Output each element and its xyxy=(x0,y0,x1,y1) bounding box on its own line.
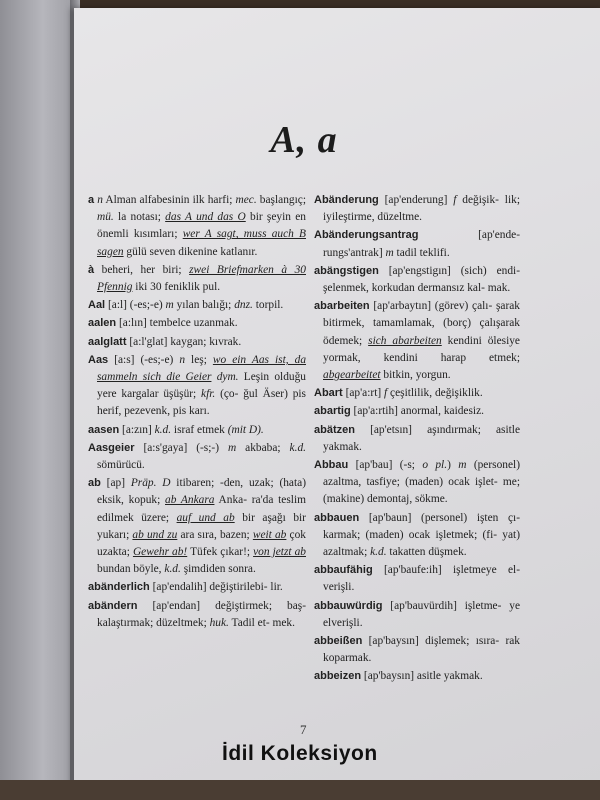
entry-text: m xyxy=(458,459,467,472)
entry-text: [ap'baysın] asitle yakmak. xyxy=(361,670,483,683)
example-phrase: ab Ankara xyxy=(165,494,215,507)
entry-text: [ap'bauvürdih] işletme- ye elverişli. xyxy=(323,599,520,629)
dictionary-entry xyxy=(88,598,306,632)
entry-text: (mit D). xyxy=(227,423,264,436)
entry-text: m xyxy=(385,246,394,259)
entry-text: n xyxy=(179,353,186,366)
example-phrase: wo ein Aas ist, da sammeln sich die Geier xyxy=(97,353,307,384)
entry-text: (personel) azaltma, tasfiye; (maden) ocak işlet- me; (makine) demontaj, sökme. xyxy=(323,459,520,506)
dictionary-entry xyxy=(314,457,520,509)
entry-text: n xyxy=(97,194,103,206)
entry-text: ) xyxy=(447,459,459,472)
entry-text: (ço- ğul Äser) pis herif, pezevenk, pis karı. xyxy=(97,388,306,418)
entry-headword: Abbau xyxy=(314,459,349,472)
entry-text: f xyxy=(384,387,388,400)
dictionary-entry xyxy=(314,668,520,685)
entry-headword: abbaufähig xyxy=(314,564,373,577)
entry-headword: abänderlich xyxy=(88,581,150,594)
entry-headword: aalen xyxy=(88,317,117,330)
dictionary-entry xyxy=(314,227,520,261)
entry-text: itibaren; -den, uzak; (hata) eksik, kopuk; xyxy=(97,477,306,507)
entry-text: [a:s'gaya] (-s;-) xyxy=(134,441,228,454)
entry-text: iki 30 feniklik pul. xyxy=(132,281,221,294)
dictionary-entry xyxy=(314,298,520,384)
entry-text: m xyxy=(165,299,174,312)
entry-headword: abbauwürdig xyxy=(314,599,383,612)
example-phrase: sich abarbeiten xyxy=(368,334,442,347)
entry-headword: à xyxy=(88,263,95,276)
dictionary-entry xyxy=(314,562,520,596)
entry-headword: aasen xyxy=(88,423,120,436)
entry-headword: abätzen xyxy=(314,423,355,436)
entry-headword: ab xyxy=(88,477,101,490)
entry-text: [ap] xyxy=(100,477,131,490)
entry-headword: a xyxy=(88,194,95,206)
dictionary-entry xyxy=(88,475,306,578)
entry-text: sömürücü. xyxy=(97,459,145,472)
entry-text: k.d. xyxy=(164,563,181,576)
entry-text: dym. xyxy=(216,371,239,384)
entry-headword: Aas xyxy=(88,353,109,366)
dictionary-entry xyxy=(314,403,520,420)
entry-text: israf etmek xyxy=(171,423,228,436)
entry-headword: aalglatt xyxy=(88,335,127,348)
dictionary-entry xyxy=(88,440,306,474)
entry-text: gülü seven dikenine katlanır. xyxy=(123,245,258,258)
example-phrase: Gewehr ab! xyxy=(132,546,188,559)
entry-text: Tüfek çıkar!; xyxy=(187,546,254,559)
entry-text: bir aşağı bir yukarı; xyxy=(97,511,306,541)
dictionary-entry xyxy=(314,633,520,667)
entry-text: takatten düşmek. xyxy=(386,546,467,559)
entry-headword: abängstigen xyxy=(314,264,379,277)
entry-text: Tadil et- mek. xyxy=(228,616,295,629)
example-phrase: weit ab xyxy=(252,528,287,541)
entry-text: [ap'etsın] aşındırmak; asitle yakmak. xyxy=(323,423,520,453)
entry-text: mü. xyxy=(97,211,114,224)
dictionary-entry xyxy=(88,262,306,296)
entry-headword: Abänderungsantrag xyxy=(314,229,419,242)
entry-text: [ap'ende- rungs'antrak] xyxy=(323,229,520,259)
left-page-edge xyxy=(0,0,78,800)
entry-text: beheri, her biri; xyxy=(94,263,190,276)
dictionary-entry xyxy=(88,422,306,439)
entry-headword: abbeizen xyxy=(314,670,362,683)
entry-text: [a:l'glat] kaygan; kıvrak. xyxy=(126,335,242,348)
example-phrase: auf und ab xyxy=(176,511,235,524)
entry-text: [ap'a:rt] xyxy=(342,387,384,400)
entry-headword: abändern xyxy=(88,599,138,612)
entry-headword: Abänderung xyxy=(314,194,379,206)
dictionary-entry xyxy=(314,422,520,456)
entry-text: başlangıç; xyxy=(256,194,306,206)
dictionary-entry xyxy=(314,510,520,562)
entry-text: yılan balığı; xyxy=(173,299,235,312)
entry-text: [a:lın] tembelce uzanmak. xyxy=(116,317,238,330)
entry-text: bitkin, yorgun. xyxy=(380,369,451,382)
entry-text: Anka- ra'da teslim edilmek üzere; xyxy=(97,494,306,524)
dictionary-entry xyxy=(88,579,306,596)
entry-text: [a:zın] xyxy=(119,423,155,436)
left-column xyxy=(88,192,306,633)
dictionary-entry xyxy=(314,598,520,632)
entry-headword: Aasgeier xyxy=(88,441,135,454)
entry-text: leş; xyxy=(185,353,213,366)
entry-headword: Abart xyxy=(314,387,343,400)
entry-headword: Aal xyxy=(88,299,106,312)
entry-text: değişik- lik; iyileştirme, düzeltme. xyxy=(323,194,520,224)
entry-text: kfr. xyxy=(201,388,216,401)
entry-text: [ap'engstigın] (sich) endi- şelenmek, korkudan dermansız kal- mak. xyxy=(323,264,520,295)
dictionary-entry xyxy=(88,297,306,314)
entry-text: torpil. xyxy=(252,299,284,312)
entry-text: dnz. xyxy=(234,299,253,312)
entry-text: [ap'endan] değiştirmek; baş- kalaştırmak; düzeltmek; xyxy=(97,599,306,629)
entry-text: [ap'baysın] dişlemek; ısıra- rak koparmak. xyxy=(323,635,520,665)
page-number: 7 xyxy=(300,722,307,737)
right-column xyxy=(314,192,520,687)
entry-text: [ap'baun] (personel) işten çı- karmak; (maden) ocak işletmek; (fi- yat) azaltmak; xyxy=(323,511,520,559)
entry-text: mec. xyxy=(235,194,257,206)
entry-text: la notası; xyxy=(113,211,166,224)
entry-text: [ap'arbaytın] (görev) çalı- şarak bitirmek, tamamlamak, (borç) çalışarak ödemek; xyxy=(323,300,520,347)
example-phrase: das A und das O xyxy=(165,211,246,224)
entry-text: çok uzakta; xyxy=(97,528,306,559)
example-phrase: wer A sagt, muss auch B sagen xyxy=(97,228,306,258)
entry-text: [a:s] (-es;-e) xyxy=(108,353,180,366)
dictionary-entry xyxy=(88,192,306,261)
entry-text: [a:l] (-es;-e) xyxy=(105,299,166,312)
table-surface xyxy=(0,780,600,800)
dictionary-entry xyxy=(88,315,306,332)
entry-text: [ap'enderung] xyxy=(378,194,454,206)
entry-text: [ap'endalih] değiştirilebi- lir. xyxy=(149,581,283,594)
entry-headword: abbauen xyxy=(314,511,360,524)
entry-text: k.d. xyxy=(289,441,306,454)
example-phrase: ab und zu xyxy=(132,528,178,541)
entry-text: Alman alfabesinin ilk harfi; xyxy=(102,194,236,206)
entry-text: çeşitlilik, değişiklik. xyxy=(387,387,483,400)
entry-text: Präp. D xyxy=(130,477,171,490)
entry-text: bundan böyle, xyxy=(97,563,165,576)
entry-text: huk. xyxy=(209,616,229,629)
entry-text: kendini ölesiye yormak, kendini harap etmek; xyxy=(323,334,520,364)
entry-text: Leşin olduğu yere kargalar üşüşür; xyxy=(97,371,306,401)
entry-text: k.d. xyxy=(154,423,172,436)
dictionary-entry xyxy=(88,352,306,421)
dictionary-entry xyxy=(314,385,520,402)
dictionary-entry xyxy=(88,334,306,351)
entry-text: [ap'a:rtih] anormal, kaidesiz. xyxy=(350,405,484,418)
entry-text: şimdiden sonra. xyxy=(180,563,256,576)
section-heading: A, a xyxy=(270,119,338,161)
dictionary-entry xyxy=(314,263,520,297)
entry-text: akbaba; xyxy=(236,441,290,454)
example-phrase: zwei Briefmarken à 30 Pfennig xyxy=(97,263,306,294)
example-phrase: von jetzt ab xyxy=(253,546,306,559)
entry-headword: abarbeiten xyxy=(314,300,370,313)
entry-text: [ap'baufe:ih] işletmeye el- verişli. xyxy=(323,564,520,594)
entry-text: o pl. xyxy=(422,459,448,472)
entry-text: k.d. xyxy=(370,546,387,559)
entry-text: m xyxy=(227,441,237,454)
entry-text: ara sıra, bazen; xyxy=(177,528,253,541)
watermark: İdil Koleksiyon xyxy=(222,742,378,765)
entry-headword: abbeißen xyxy=(314,635,363,648)
entry-text: [ap'bau] (-s; xyxy=(348,459,423,472)
dictionary-entry xyxy=(314,192,520,226)
entry-text: tadil teklifi. xyxy=(393,246,450,259)
entry-text: f xyxy=(453,194,457,206)
entry-text: bir şeyin en önemli kısımları; xyxy=(97,211,306,241)
example-phrase: abgearbeitet xyxy=(323,369,381,382)
entry-headword: abartig xyxy=(314,405,351,418)
